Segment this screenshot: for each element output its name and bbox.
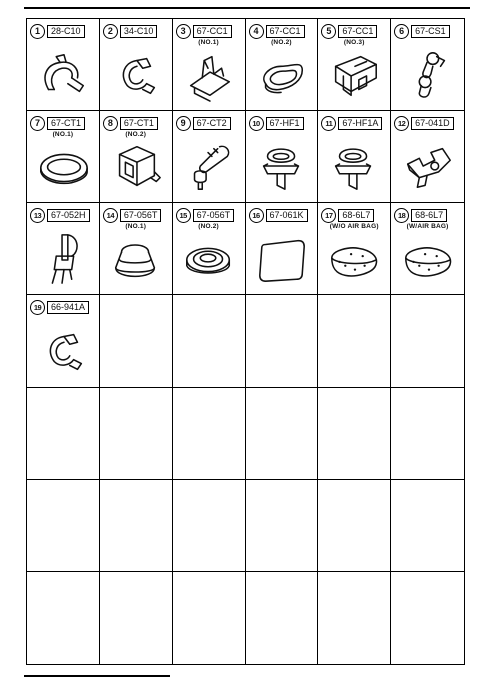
empty-cell bbox=[246, 572, 319, 664]
part-header bbox=[176, 208, 235, 223]
empty-cell bbox=[173, 480, 246, 572]
part-number-badge: 18 bbox=[394, 208, 409, 223]
part-code-label: 34-C10 bbox=[120, 25, 158, 38]
saddle-clip-icon bbox=[400, 139, 456, 195]
part-header bbox=[30, 300, 89, 315]
part-cell bbox=[318, 19, 391, 111]
part-number-badge: 7 bbox=[30, 116, 45, 131]
top-rule bbox=[24, 7, 470, 9]
part-variant-note: (NO.1) bbox=[125, 223, 147, 231]
part-number-badge: 6 bbox=[394, 24, 409, 39]
empty-cell bbox=[391, 388, 464, 480]
part-code-label: 67-CT1 bbox=[120, 117, 158, 130]
part-code-label: 67-CC1 bbox=[266, 25, 305, 38]
part-header bbox=[394, 116, 454, 131]
part-number-badge: 3 bbox=[176, 24, 191, 39]
part-header bbox=[321, 208, 374, 223]
part-variant-note: (NO.1) bbox=[198, 39, 219, 46]
part-header bbox=[249, 208, 308, 223]
part-code-label: 67-061K bbox=[266, 209, 308, 222]
harness-fastener-icon bbox=[254, 139, 310, 195]
empty-cell bbox=[100, 572, 173, 664]
part-header bbox=[30, 24, 85, 39]
part-code-label: 68-6L7 bbox=[338, 209, 374, 222]
parts-table bbox=[26, 18, 465, 665]
part-code-label: 67-041D bbox=[411, 117, 454, 130]
part-code-label: 66-941A bbox=[47, 301, 89, 314]
strap-clip-icon bbox=[181, 139, 237, 195]
part-cell bbox=[173, 111, 246, 203]
rubber-boot-icon bbox=[108, 231, 164, 287]
part-number-badge: 10 bbox=[249, 116, 264, 131]
clip-icon bbox=[35, 323, 91, 379]
part-code-label: 67-HF1 bbox=[266, 117, 304, 130]
part-cell bbox=[318, 111, 391, 203]
foam-block-icon bbox=[400, 231, 456, 287]
part-cell bbox=[318, 203, 391, 295]
cover-bracket-icon bbox=[326, 47, 382, 103]
part-cell bbox=[100, 19, 173, 111]
clip-icon bbox=[108, 47, 164, 103]
part-header bbox=[103, 116, 158, 131]
hook-clip-icon bbox=[35, 231, 91, 287]
part-header bbox=[321, 24, 377, 39]
empty-cell bbox=[246, 480, 319, 572]
part-variant-note: (NO.2) bbox=[271, 39, 292, 46]
part-cell bbox=[391, 19, 464, 111]
part-number-badge: 4 bbox=[249, 24, 264, 39]
part-cell bbox=[173, 19, 246, 111]
part-cell bbox=[246, 111, 319, 203]
part-cell bbox=[27, 111, 100, 203]
part-header bbox=[176, 116, 231, 131]
empty-cell bbox=[27, 388, 100, 480]
part-code-label: 28-C10 bbox=[47, 25, 85, 38]
part-cell bbox=[391, 111, 464, 203]
part-header bbox=[394, 208, 447, 223]
connector-clip-icon bbox=[181, 47, 237, 103]
empty-cell bbox=[391, 572, 464, 664]
part-variant-note: (NO.3) bbox=[343, 39, 365, 46]
grommet-ring-icon bbox=[254, 47, 310, 103]
part-variant-note: (NO.2) bbox=[198, 223, 219, 231]
empty-cell bbox=[318, 388, 391, 480]
oval-grommet-icon bbox=[35, 139, 91, 195]
part-number-badge: 13 bbox=[30, 208, 45, 223]
part-cell bbox=[27, 295, 100, 387]
empty-cell bbox=[391, 295, 464, 387]
box-bracket-icon bbox=[108, 139, 164, 195]
empty-cell bbox=[27, 572, 100, 664]
part-header bbox=[103, 208, 162, 223]
part-number-badge: 16 bbox=[249, 208, 264, 223]
part-code-label: 67-HF1A bbox=[338, 117, 382, 130]
part-header bbox=[321, 116, 382, 131]
clamp-icon bbox=[35, 47, 91, 103]
empty-cell bbox=[246, 388, 319, 480]
part-variant-note: (NO.1) bbox=[52, 131, 74, 139]
part-cell bbox=[27, 203, 100, 295]
part-number-badge: 1 bbox=[30, 24, 45, 39]
part-code-label: 67-052H bbox=[47, 209, 90, 222]
part-cell bbox=[246, 203, 319, 295]
part-header bbox=[30, 208, 90, 223]
part-header bbox=[249, 24, 305, 39]
part-number-badge: 14 bbox=[103, 208, 118, 223]
part-number-badge: 15 bbox=[176, 208, 191, 223]
part-code-label: 67-CT1 bbox=[47, 117, 85, 130]
part-variant-note: (W/AIR BAG) bbox=[406, 223, 449, 231]
empty-cell bbox=[100, 295, 173, 387]
part-number-badge: 11 bbox=[321, 116, 336, 131]
part-cell bbox=[391, 203, 464, 295]
foam-block-icon bbox=[326, 231, 382, 287]
part-variant-note: (NO.2) bbox=[125, 131, 147, 139]
part-number-badge: 8 bbox=[103, 116, 118, 131]
empty-cell bbox=[318, 572, 391, 664]
part-header bbox=[30, 116, 85, 131]
empty-cell bbox=[391, 480, 464, 572]
part-cell bbox=[173, 203, 246, 295]
part-cell bbox=[27, 19, 100, 111]
part-code-label: 67-056T bbox=[193, 209, 235, 222]
part-code-label: 67-056T bbox=[120, 209, 162, 222]
part-cell bbox=[246, 19, 319, 111]
harness-fastener-icon bbox=[326, 139, 382, 195]
part-code-label: 67-CC1 bbox=[193, 25, 232, 38]
empty-cell bbox=[27, 480, 100, 572]
part-number-badge: 17 bbox=[321, 208, 336, 223]
part-header bbox=[249, 116, 304, 131]
part-cell bbox=[100, 111, 173, 203]
part-code-label: 68-6L7 bbox=[411, 209, 447, 222]
part-number-badge: 12 bbox=[394, 116, 409, 131]
empty-cell bbox=[318, 295, 391, 387]
part-variant-note: (W/O AIR BAG) bbox=[329, 223, 379, 231]
part-code-label: 67-CS1 bbox=[411, 25, 450, 38]
empty-cell bbox=[173, 388, 246, 480]
empty-cell bbox=[173, 295, 246, 387]
part-header bbox=[176, 24, 232, 39]
empty-cell bbox=[318, 480, 391, 572]
empty-cell bbox=[173, 572, 246, 664]
part-number-badge: 5 bbox=[321, 24, 336, 39]
part-code-label: 67-CC1 bbox=[338, 25, 377, 38]
part-header bbox=[394, 24, 450, 39]
ring-grommet-icon bbox=[181, 231, 237, 287]
empty-cell bbox=[246, 295, 319, 387]
part-code-label: 67-CT2 bbox=[193, 117, 231, 130]
empty-cell bbox=[100, 388, 173, 480]
pad-icon bbox=[254, 231, 310, 287]
bottom-rule bbox=[24, 675, 170, 677]
part-number-badge: 19 bbox=[30, 300, 45, 315]
empty-cell bbox=[100, 480, 173, 572]
part-number-badge: 2 bbox=[103, 24, 118, 39]
part-cell bbox=[100, 203, 173, 295]
part-header bbox=[103, 24, 158, 39]
chain-clip-icon bbox=[400, 47, 456, 103]
part-number-badge: 9 bbox=[176, 116, 191, 131]
